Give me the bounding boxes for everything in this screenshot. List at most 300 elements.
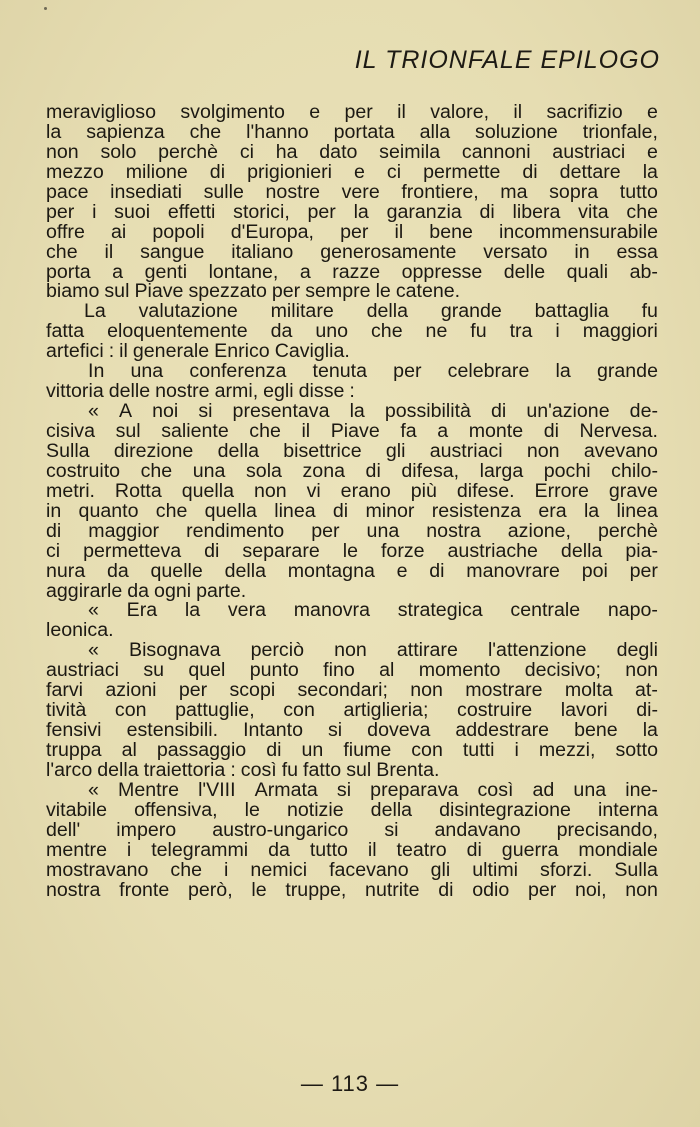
word: fu <box>641 300 658 323</box>
word: di <box>46 519 62 542</box>
word: ogni <box>154 579 192 602</box>
word: secondari; <box>297 679 388 702</box>
word: per <box>629 559 658 582</box>
text-line <box>46 240 658 263</box>
word: l'VIII <box>198 778 236 801</box>
word: notizie <box>286 798 344 821</box>
word: per <box>307 200 336 223</box>
word: momento <box>418 659 501 682</box>
word: generale <box>132 340 210 363</box>
word: metri. <box>46 479 95 502</box>
word: l'attenzione <box>487 639 587 662</box>
word: permette <box>423 160 501 183</box>
word: di <box>438 878 454 901</box>
word: il <box>397 101 406 123</box>
word: ci <box>46 539 61 562</box>
word: artiglieria; <box>343 699 429 722</box>
word: che <box>155 499 188 522</box>
word: mostrare <box>465 679 543 702</box>
word: costruito <box>46 459 121 482</box>
word: Piave <box>330 420 380 442</box>
word: bene <box>574 719 618 742</box>
word: la <box>555 360 571 383</box>
word: gli <box>385 439 406 462</box>
word: prigionieri <box>247 160 333 183</box>
word: si <box>198 400 213 423</box>
word: e <box>647 140 658 163</box>
word: generosamente <box>320 240 457 263</box>
word: facevano <box>329 858 409 881</box>
word: conferenza <box>189 360 287 383</box>
word: separare <box>242 539 320 562</box>
word: meraviglioso <box>46 101 156 123</box>
word: che <box>140 459 173 482</box>
word: di <box>429 559 445 582</box>
word: gli <box>430 858 451 881</box>
word: costruire <box>457 699 533 722</box>
word: sola <box>246 459 282 482</box>
word: offensiva, <box>134 798 218 821</box>
text-line <box>46 220 658 243</box>
word: per <box>344 101 373 123</box>
word: nostra <box>426 519 481 542</box>
word: al <box>379 659 395 682</box>
word: poi <box>581 559 608 582</box>
word: quelle <box>150 559 203 582</box>
word: in <box>574 240 590 263</box>
text-line <box>46 878 658 901</box>
text-line <box>46 302 658 322</box>
word: sacrifizio <box>546 101 623 123</box>
word: Enrico <box>214 340 270 363</box>
word: Mentre <box>118 778 179 801</box>
word: di <box>491 400 507 423</box>
word: attirare <box>396 639 458 662</box>
word: fu <box>470 320 487 343</box>
word: azioni <box>105 679 157 702</box>
word: con <box>283 699 315 722</box>
word: per <box>393 360 422 383</box>
word: noi, <box>574 878 607 901</box>
word: i <box>224 858 229 881</box>
word: al <box>121 739 137 761</box>
word: i <box>126 838 132 861</box>
word: della <box>224 559 266 582</box>
word: si <box>384 818 399 841</box>
word: così <box>477 778 514 801</box>
text-line <box>46 342 658 362</box>
word: « <box>88 400 99 423</box>
word: mostravano <box>46 858 149 881</box>
text-line <box>46 422 658 442</box>
word: montagna <box>287 559 375 582</box>
word: difesa, <box>401 459 460 482</box>
word: cisiva <box>46 420 95 442</box>
word: su <box>143 659 165 682</box>
word: chilo- <box>611 459 658 482</box>
word: noi <box>152 400 179 423</box>
word: e <box>647 101 658 123</box>
word: sul <box>104 280 130 303</box>
word: di <box>266 739 282 761</box>
text-line <box>46 621 658 641</box>
word: sul <box>115 420 141 442</box>
word: linea <box>274 499 316 522</box>
word: nostra <box>46 878 101 901</box>
word: il <box>104 240 114 263</box>
word: « <box>88 599 99 622</box>
word: di- <box>636 699 658 722</box>
word: d'Europa, <box>230 220 314 243</box>
word: la <box>642 160 658 183</box>
text-line <box>46 382 658 402</box>
text-line <box>46 838 658 861</box>
word: che <box>371 320 403 343</box>
word: militare <box>270 300 334 323</box>
word: truppe, <box>285 878 347 901</box>
word: vi <box>306 479 321 502</box>
word: mezzi, <box>538 739 596 761</box>
text-line <box>46 681 658 701</box>
word: lavori <box>560 699 608 722</box>
word: artefici <box>46 340 104 363</box>
body-text <box>46 103 658 901</box>
word: rendimento <box>186 519 285 542</box>
word: spezzato <box>188 280 267 303</box>
word: di <box>332 499 349 522</box>
word: di <box>522 160 538 183</box>
word: quella <box>204 499 257 522</box>
word: biamo <box>46 280 100 303</box>
text-line <box>46 160 658 183</box>
word: per <box>311 519 340 542</box>
word: possibilità <box>384 400 471 423</box>
word: truppa <box>46 739 102 761</box>
word: la <box>353 200 369 223</box>
word: odio <box>472 878 510 901</box>
word: Intanto <box>243 719 303 742</box>
word: mezzo <box>46 160 104 183</box>
word: la <box>46 120 62 143</box>
word: pochi <box>543 459 591 482</box>
word: che <box>626 200 658 223</box>
word: di <box>365 459 381 482</box>
word: forze <box>380 539 425 562</box>
word: libera <box>512 200 561 223</box>
word: di <box>204 539 220 562</box>
word: sopra <box>549 180 599 203</box>
word: fatto <box>303 758 342 781</box>
word: di <box>466 838 482 861</box>
word: permetteva <box>83 539 182 562</box>
word: trionfale, <box>582 120 658 143</box>
word: disintegrazione <box>439 798 571 821</box>
text-line <box>46 778 658 801</box>
word: mentre <box>46 838 107 861</box>
word: ci <box>386 160 402 183</box>
word: nostre <box>265 180 320 203</box>
text-line <box>46 661 658 681</box>
word: Caviglia. <box>274 340 350 363</box>
word: razze <box>332 260 381 283</box>
word: sangue <box>140 240 205 263</box>
word: dell' <box>46 818 81 841</box>
word: quanto <box>78 499 139 522</box>
word: lontane, <box>208 260 279 283</box>
text-line <box>46 539 658 562</box>
text-line <box>46 362 658 382</box>
word: linea <box>616 499 658 522</box>
word: che <box>170 858 202 881</box>
word: direzione <box>113 439 194 462</box>
word: una <box>366 519 400 542</box>
text-line <box>46 402 658 422</box>
word: della <box>366 300 408 323</box>
word: valutazione <box>138 300 238 323</box>
word: degli <box>616 639 658 662</box>
word: ai <box>110 220 127 243</box>
word: nostre <box>155 380 210 403</box>
word: larga <box>479 459 524 482</box>
word: frontiere, <box>401 180 479 203</box>
word: minor <box>365 499 415 522</box>
text-line <box>46 519 658 542</box>
word: napo- <box>607 599 658 622</box>
word: genti <box>144 260 188 283</box>
word: e <box>396 559 408 582</box>
word: che <box>46 240 78 263</box>
word: traiettoria <box>143 758 226 781</box>
word: A <box>118 400 133 423</box>
word: così <box>240 758 277 781</box>
word: della <box>97 758 139 781</box>
word: a <box>299 260 311 283</box>
word: ultimi <box>472 858 519 881</box>
word: Armata <box>254 778 318 801</box>
word: disse <box>298 380 345 403</box>
word: azione, <box>507 519 571 542</box>
word: leonica. <box>46 619 114 642</box>
word: Nervesa. <box>579 420 658 442</box>
word: della <box>560 539 603 562</box>
word: egli <box>263 380 294 403</box>
word: dato <box>319 140 358 163</box>
text-line <box>46 180 658 203</box>
word: Brenta. <box>376 758 440 781</box>
word: versato <box>483 240 548 263</box>
word: di <box>479 200 495 223</box>
word: decisivo; <box>524 659 601 682</box>
word: maggiori <box>582 320 658 343</box>
word: svolgimento <box>180 101 285 123</box>
word: Errore <box>534 479 589 502</box>
word: punto <box>249 659 299 682</box>
text-line <box>46 459 658 482</box>
word: la <box>349 400 365 423</box>
word: ine- <box>625 778 658 801</box>
word: austriaci <box>429 439 503 462</box>
word: portata <box>333 120 395 143</box>
page-number: — 113 — <box>300 1071 400 1096</box>
word: tutti <box>462 739 495 761</box>
text-line <box>46 200 658 223</box>
word: una <box>130 360 164 383</box>
word: le <box>244 798 260 821</box>
word: storici, <box>233 200 290 223</box>
word: quel <box>188 659 226 682</box>
text-line <box>46 120 658 143</box>
word: per <box>527 878 557 901</box>
word: la <box>642 719 658 742</box>
word: mondiale <box>578 838 658 861</box>
text-line <box>46 701 658 721</box>
word: tra <box>509 320 533 343</box>
word: difese. <box>456 479 515 502</box>
word: at- <box>635 679 658 702</box>
word: oppresse <box>401 260 483 283</box>
word: aggirarle <box>46 579 123 602</box>
word: grave <box>608 479 658 502</box>
word: alla <box>419 120 451 143</box>
word: a <box>112 260 124 283</box>
word: monte <box>468 420 524 442</box>
word: ne <box>425 320 448 343</box>
word: non <box>625 878 658 901</box>
word: effetti <box>167 200 216 223</box>
word: Rotta <box>114 479 162 502</box>
word: l'hanno <box>246 120 309 143</box>
text-line <box>46 858 658 881</box>
word: che <box>189 120 222 143</box>
word: si <box>328 719 343 742</box>
word: i <box>514 739 519 761</box>
word: austriaci <box>552 140 626 163</box>
paper-speck <box>44 7 47 10</box>
word: fatta <box>46 320 85 343</box>
word: passaggio <box>156 739 247 761</box>
word: guerra <box>501 838 559 861</box>
word: tutto <box>309 838 348 861</box>
word: Era <box>126 599 158 622</box>
word: era <box>538 499 567 522</box>
word: di <box>543 420 559 442</box>
word: con <box>411 739 443 761</box>
word: preparava <box>370 778 459 801</box>
word: vitabile <box>46 798 107 821</box>
text-line <box>46 103 658 123</box>
word: e <box>354 160 365 183</box>
word: vita <box>578 200 609 223</box>
running-head: IL TRIONFALE EPILOGO <box>354 46 660 74</box>
word: telegrammi <box>151 838 249 861</box>
word: più <box>410 479 437 502</box>
word: per <box>46 200 75 223</box>
word: molta <box>564 679 613 702</box>
word: : <box>108 340 115 363</box>
word: grande <box>596 360 658 383</box>
word: non <box>334 639 367 662</box>
word: le <box>375 280 391 303</box>
word: che <box>249 420 281 442</box>
word: da <box>127 579 150 602</box>
word: a <box>437 420 449 442</box>
text-line <box>46 559 658 582</box>
word: precisando, <box>556 818 658 841</box>
word: Sulla <box>46 439 90 462</box>
word: da <box>268 838 290 861</box>
word: non <box>46 140 79 163</box>
word: avevano <box>583 439 658 462</box>
word: pace <box>46 180 89 203</box>
word: la <box>583 499 600 522</box>
word: impero <box>116 818 177 841</box>
word: presentava <box>232 400 330 423</box>
word: erano <box>340 479 391 502</box>
word: « <box>88 778 99 801</box>
text-line <box>46 260 658 283</box>
word: il <box>119 340 128 363</box>
word: da <box>270 320 293 343</box>
word: popoli <box>152 220 205 243</box>
word: tenuta <box>312 360 367 383</box>
text-line <box>46 758 658 781</box>
word: fu <box>281 758 299 781</box>
text-line <box>46 818 658 841</box>
text-line <box>46 140 658 163</box>
word: sforzi. <box>540 858 593 881</box>
word: parte. <box>196 579 247 602</box>
word: de- <box>629 400 658 423</box>
word: vere <box>341 180 380 203</box>
word: bene <box>429 220 473 243</box>
word: vittoria <box>46 380 104 403</box>
word: nura <box>46 559 86 582</box>
word: della <box>217 439 259 462</box>
word: dettare <box>559 160 621 183</box>
word: perchè <box>598 519 658 542</box>
word: Bisognava <box>129 639 221 662</box>
word: delle <box>503 260 546 283</box>
word: ci <box>239 140 254 163</box>
word: non <box>410 679 443 702</box>
word: Piave <box>134 280 184 303</box>
word: un <box>301 739 324 761</box>
word: armi, <box>214 380 259 403</box>
word: porta <box>46 260 91 283</box>
word: : <box>349 380 355 403</box>
word: i <box>555 320 560 343</box>
word: pia- <box>625 539 658 562</box>
word: le <box>342 539 358 562</box>
word: fino <box>323 659 355 682</box>
word: zona <box>302 459 345 482</box>
word: il <box>367 838 377 861</box>
word: sotto <box>615 739 658 761</box>
word: austriache <box>447 539 538 562</box>
word: e <box>309 101 321 123</box>
word: suoi <box>114 200 151 223</box>
word: il <box>394 220 404 243</box>
word: quella <box>181 479 234 502</box>
word: si <box>336 778 352 801</box>
word: grande <box>440 300 502 323</box>
text-line <box>46 439 658 462</box>
word: fensivi <box>46 719 102 742</box>
word: di <box>209 160 226 183</box>
word: da <box>106 559 129 582</box>
word: catene. <box>395 280 461 303</box>
word: uno <box>315 320 349 343</box>
